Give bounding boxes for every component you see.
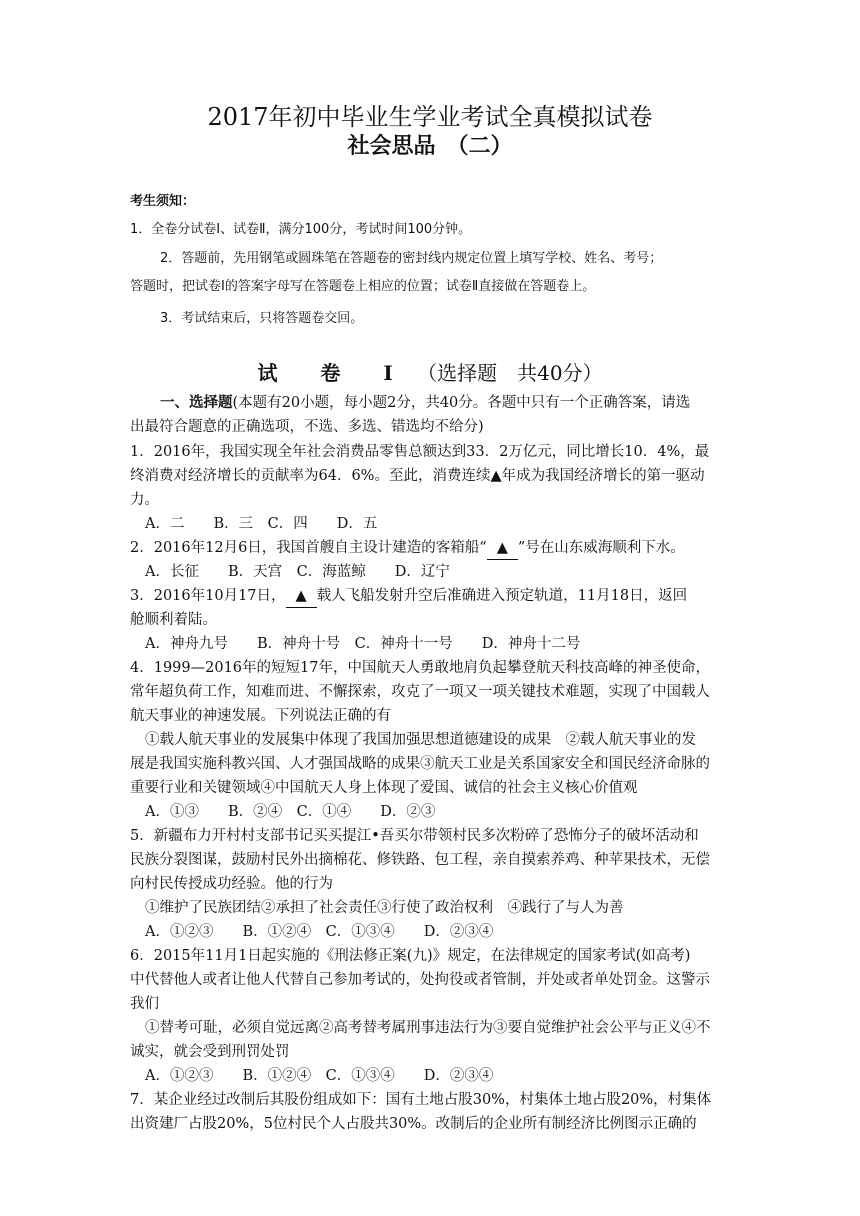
q4-line-e: 展是我国实施科教兴国、人才强国战略的成果③航天工业是关系国家安全和国民经济命脉的 [130,756,710,772]
q4-options: A．①③ B．②④ C．①④ D．②③ [145,804,436,820]
q5-options: A．①②③ B．①②④ C．①③④ D．②③④ [145,924,494,940]
q2-blank: ▲ [487,537,518,560]
notice-line-2a: 2．答题前，先用钢笔或圆珠笔在答题卷的密封线内规定位置上填写学校、姓名、考号； [160,251,663,266]
q6-line-b: 中代替他人或者让他人代替自己参加考试的，处拘役或者管制，并处或者单处罚金。这警示 [130,972,710,988]
section-title [0,360,860,386]
q7-line-b: 出资建厂占股20%，5位村民个人占股共30%。改制后的企业所有制经济比例图示正确的 [130,1116,697,1132]
q4-line-f: 重要行业和关键领域④中国航天人身上体现了爱国、诚信的社会主义核心价值观 [130,780,638,796]
q4-line-c: 航天事业的神速发展。下列说法正确的有 [130,708,391,724]
section-intro-text: (本题有20小题，每小题2分，共40分。各题中只有一个正确答案，请选 [232,395,691,411]
q3-line-a [130,585,687,608]
section-intro-b: 出最符合题意的正确选项，不选、多选、错选均不给分) [130,419,484,435]
q2-options: A．长征 B．天宫 C．海蓝鲸 D．辽宁 [145,564,450,580]
q6-line-e: 诚实，就会受到刑罚处罚 [130,1044,290,1060]
q7-line-a: 7．某企业经过改制后其股份组成如下：国有土地占股30%，村集体土地占股20%，村集体 [130,1092,712,1108]
q6-line-c: 我们 [130,996,159,1012]
q5-line-b: 民族分裂图谋，鼓励村民外出摘棉花、修铁路、包工程，亲自摸索养鸡、种苹果技术，无偿 [130,852,710,868]
notice-line-2b: 答题时，把试卷Ⅰ的答案字母写在答题卷上相应的位置；试卷Ⅱ直接做在答题卷上。 [130,279,596,294]
q4-line-d: ①载人航天事业的发展集中体现了我国加强思想道德建设的成果 ②载人航天事业的发 [145,732,696,748]
exam-title: 2017年初中毕业生学业考试全真模拟试卷 [207,103,653,131]
q1-options: A．二 B．三 C．四 D．五 [145,516,378,532]
q3-line-b: 舱顺利着陆。 [130,612,217,628]
notice-heading: 考生须知： [130,194,196,209]
q4-line-a: 4．1999—2016年的短短17年，中国航天人勇敢地肩负起攀登航天科技高峰的神圣使命， [130,660,710,676]
q3-post: 载人飞船发射升空后准确进入预定轨道，11月18日，返回 [316,588,688,604]
section-intro-bold: 一、选择题 [160,394,233,411]
section-intro-a [160,392,690,414]
q1-line-c: 力。 [130,492,159,508]
q3-blank: ▲ [286,585,317,608]
q6-line-d: ①替考可耻，必须自觉远离②高考替考属刑事违法行为③要自觉维护社会公平与正义④不 [145,1020,711,1036]
q3-options: A．神舟九号 B．神舟十号 C．神舟十一号 D．神舟十二号 [145,636,581,652]
q3-pre: 3．2016年10月17日， [130,588,286,604]
section-title-main: 试 卷 Ⅰ [257,361,411,385]
q5-line-c: 向村民传授成功经验。他的行为 [130,876,333,892]
q6-options: A．①②③ B．①②④ C．①③④ D．②③④ [145,1068,494,1084]
exam-subtitle: 社会思品 （二） [347,133,513,159]
q6-line-a: 6．2015年11月1日起实施的《刑法修正案(九)》规定，在法律规定的国家考试(如高考) [130,948,691,964]
q2-line [130,537,685,560]
q4-line-b: 常年超负荷工作，知难而进、不懈探索，攻克了一项又一项关键技术难题，实现了中国载人 [130,684,710,700]
q1-line-a: 1．2016年，我国实现全年社会消费品零售总额达到33．2万亿元，同比增长10．4%，最 [130,444,710,460]
q2-pre: 2．2016年12月6日，我国首艘自主设计建造的客箱船“ [130,540,487,556]
q2-post: ”号在山东威海顺利下水。 [517,540,685,556]
notice-line-3: 3．考试结束后，只将答题卷交回。 [160,311,364,326]
q5-line-a: 5．新疆布力开村村支部书记买买提江•吾买尔带领村民多次粉碎了恐怖分子的破坏活动和 [130,828,699,844]
q5-line-d: ①维护了民族团结②承担了社会责任③行使了政治权利 ④践行了与人为善 [145,900,624,916]
section-title-note: （选择题 共40分） [417,361,603,385]
notice-line-1: 1．全卷分试卷Ⅰ、试卷Ⅱ，满分100分，考试时间100分钟。 [130,222,472,237]
q1-line-b: 终消费对经济增长的贡献率为64．6%。至此，消费连续▲年成为我国经济增长的第一驱动 [130,468,705,484]
